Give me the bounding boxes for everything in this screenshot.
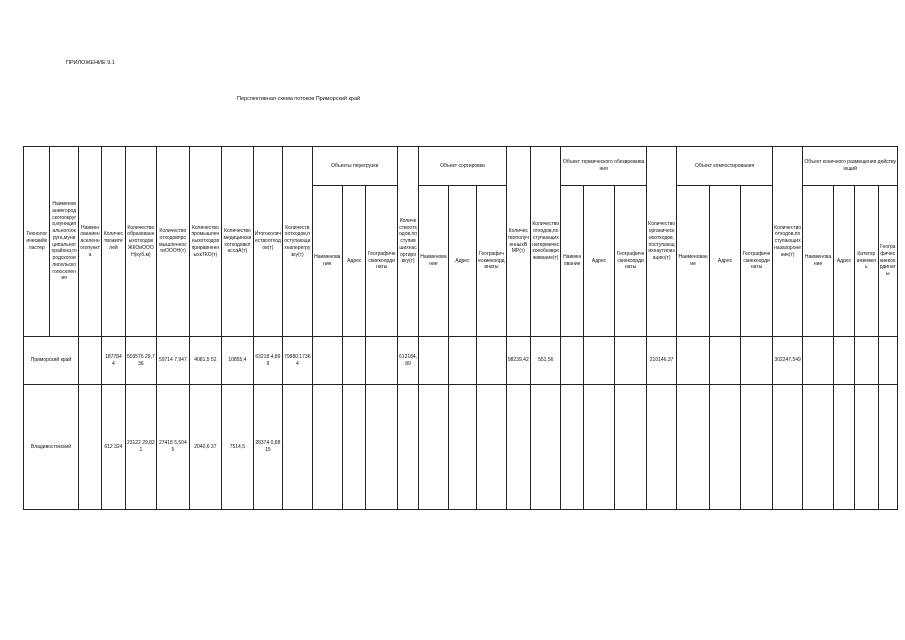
cell bbox=[343, 337, 366, 385]
cell bbox=[803, 337, 833, 385]
cell-medical-waste: 7514,5 bbox=[222, 385, 254, 510]
subheader-coordinates: Географическиекоординаты bbox=[366, 186, 398, 337]
col-header-industrial-waste: КоличествоотходовпромышленностиОООН(т) bbox=[157, 147, 190, 337]
document-title: Перспективная схема потоков Приморский край bbox=[237, 96, 361, 102]
header-row bbox=[24, 147, 898, 186]
cell bbox=[397, 385, 418, 510]
subheader-name: Наименование bbox=[419, 186, 448, 337]
cell bbox=[709, 337, 741, 385]
cell bbox=[312, 385, 342, 510]
col-header-organic: Количествоорганическихотходов,поступающихнаутилизацию(т) bbox=[646, 147, 676, 337]
cell bbox=[419, 337, 448, 385]
cell bbox=[803, 385, 833, 510]
cell bbox=[615, 385, 647, 510]
group-header-transfer: Объекты перегрузки bbox=[312, 147, 397, 186]
col-header-industrial-tko: КоличествопромышленныхотходовприравненныхкТКО(т) bbox=[189, 147, 222, 337]
group-header-composting: Объект компостирования bbox=[677, 147, 773, 186]
waste-flow-table bbox=[23, 146, 898, 510]
appendix-label: ПРИЛОЖЕНИЕ 9.1 bbox=[66, 60, 115, 66]
col-header-municipality: Наименованиегородскогоокруга,муниципальногоокруга,муниципальногорайона,городскогоилисельскогопоселения bbox=[50, 147, 78, 337]
col-header-to-thermal: Количествоотходов,поступающихнатермическоеобезвреживание(т) bbox=[531, 147, 561, 337]
cell-recyclables: 98239,42 bbox=[506, 337, 530, 385]
cell bbox=[561, 337, 583, 385]
cell-to-sorting: 612184,89 bbox=[397, 337, 418, 385]
col-header-cluster: Технологическийкластер bbox=[24, 147, 50, 337]
cell bbox=[646, 385, 676, 510]
cell bbox=[419, 385, 448, 510]
cell bbox=[448, 337, 476, 385]
cell-total-waste: 63218 4,899 bbox=[253, 337, 282, 385]
cell bbox=[343, 385, 366, 510]
subheader-name: Наименование bbox=[677, 186, 710, 337]
col-header-settlement: Наименованиенаселенногопункта bbox=[78, 147, 101, 337]
cell-to-landfill: 302247,549 bbox=[772, 337, 802, 385]
cell bbox=[677, 337, 710, 385]
subheader-name: Наименование bbox=[312, 186, 342, 337]
subheader-name: Наименование bbox=[803, 186, 833, 337]
cell bbox=[741, 385, 773, 510]
cell bbox=[709, 385, 741, 510]
row-name: Владивостокский bbox=[24, 385, 79, 510]
cell bbox=[477, 385, 506, 510]
group-header-final-disposal: Объект конечного размещения действующий bbox=[803, 147, 898, 186]
cell bbox=[677, 385, 710, 510]
cell bbox=[78, 385, 101, 510]
cell-organic: 210146,37 bbox=[646, 337, 676, 385]
table-row bbox=[24, 337, 898, 385]
cell bbox=[772, 385, 802, 510]
col-header-to-landfill: Количествоотходов,поступающихназахоронение(т) bbox=[772, 147, 802, 337]
cell bbox=[615, 337, 647, 385]
cell bbox=[448, 385, 476, 510]
cell-generated-waste: 503576 29,736 bbox=[125, 337, 157, 385]
row-name: Приморский край bbox=[24, 337, 79, 385]
col-header-residents: Количествожителей bbox=[102, 147, 125, 337]
col-header-generated-waste: КоличествообразованныхотходовЖКОиОООН(куб.м) bbox=[125, 147, 157, 337]
cell bbox=[833, 385, 854, 510]
cell bbox=[531, 385, 561, 510]
cell bbox=[477, 337, 506, 385]
cell bbox=[78, 337, 101, 385]
cell bbox=[283, 385, 312, 510]
cell-residents: 187784 4 bbox=[102, 337, 125, 385]
group-header-thermal: Объект термического обезвреживания bbox=[561, 147, 646, 186]
cell bbox=[366, 337, 398, 385]
cell-industrial-waste: 27418 5,5045 bbox=[157, 385, 190, 510]
cell bbox=[878, 337, 898, 385]
cell bbox=[741, 337, 773, 385]
cell bbox=[855, 385, 878, 510]
cell bbox=[561, 385, 583, 510]
col-header-to-transfer: Количествоотходов,поступающихнаперегрузку(т) bbox=[283, 147, 312, 337]
subheader-coordinates: Географическиекоординаты bbox=[878, 186, 898, 337]
col-header-recyclables: КоличествополученныхВМР(т) bbox=[506, 147, 530, 337]
cell-industrial-tko: 2040,6 37 bbox=[189, 385, 222, 510]
cell bbox=[366, 385, 398, 510]
cell bbox=[855, 337, 878, 385]
cell bbox=[312, 337, 342, 385]
cell bbox=[878, 385, 898, 510]
cell-to-thermal: 551,56 bbox=[531, 337, 561, 385]
subheader-coordinates: Географическиекоординаты bbox=[477, 186, 506, 337]
table-row bbox=[24, 385, 898, 510]
col-header-to-sorting: Количествоотходов,поступившихнасортировку(т) bbox=[397, 147, 418, 337]
subheader-address: Адрес bbox=[583, 186, 615, 337]
cell bbox=[506, 385, 530, 510]
col-header-total-waste: Итогоколичествоотходов(т) bbox=[253, 147, 282, 337]
subheader-address: Адрес bbox=[448, 186, 476, 337]
subheader-land-category: Категорияземель bbox=[855, 186, 878, 337]
cell-generated-waste: 23122 29,821 bbox=[125, 385, 157, 510]
subheader-address: Адрес bbox=[833, 186, 854, 337]
cell bbox=[833, 337, 854, 385]
group-header-sorting: Объект сортировки bbox=[419, 147, 506, 186]
subheader-address: Адрес bbox=[343, 186, 366, 337]
col-header-medical-waste: КоличествомедицинскихотходовклассаА(т) bbox=[222, 147, 254, 337]
cell-residents: 612 324 bbox=[102, 385, 125, 510]
subheader-name: Наименование bbox=[561, 186, 583, 337]
subheader-address: Адрес bbox=[709, 186, 741, 337]
cell-industrial-waste: 59714 7,947 bbox=[157, 337, 190, 385]
cell-medical-waste: 10855,4 bbox=[222, 337, 254, 385]
cell-total-waste: 28374 0,8815 bbox=[253, 385, 282, 510]
cell-industrial-tko: 4081,5 52 bbox=[189, 337, 222, 385]
cell bbox=[583, 337, 615, 385]
cell bbox=[583, 385, 615, 510]
subheader-coordinates: Географическиекоординаты bbox=[741, 186, 773, 337]
cell-to-transfer: 79880,17364 bbox=[283, 337, 312, 385]
subheader-coordinates: Географическиекоординаты bbox=[615, 186, 647, 337]
